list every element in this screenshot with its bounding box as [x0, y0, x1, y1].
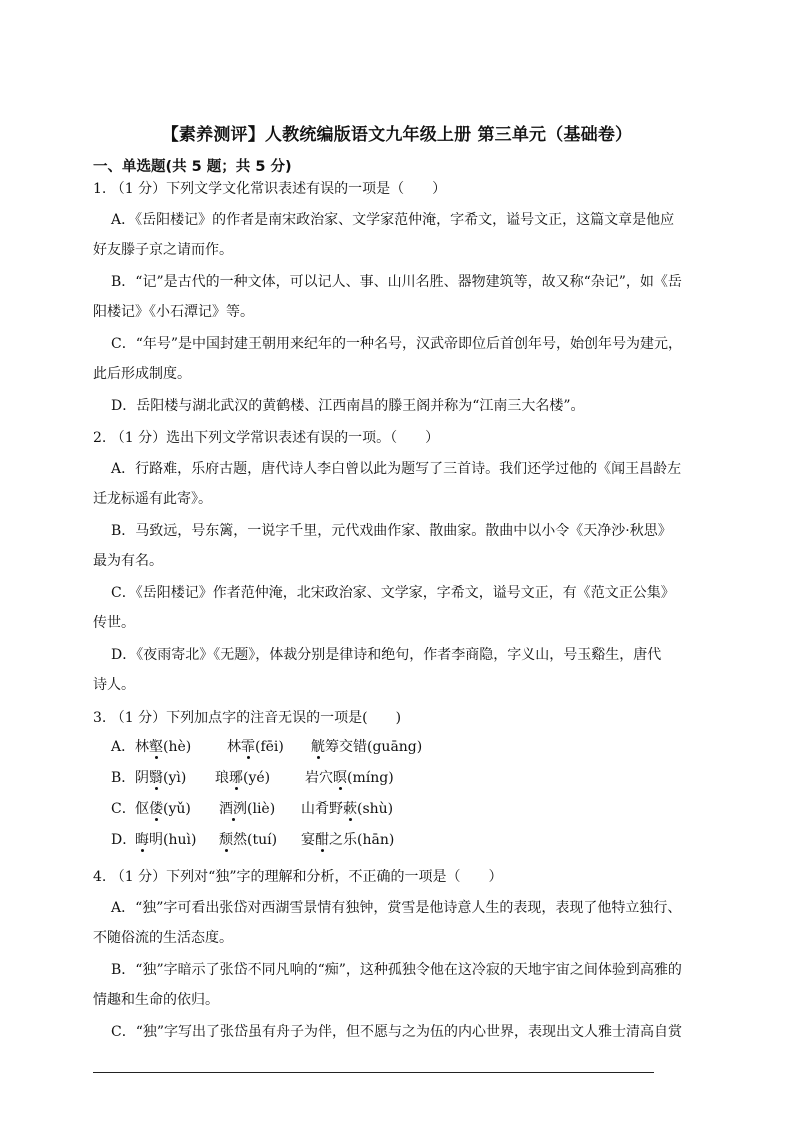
- word-2: 琅琊(yé): [215, 770, 271, 786]
- word-3: 宴酣之乐(hān): [301, 832, 395, 848]
- question-1-option-b-cont: 阳楼记》《小石潭记》等。: [93, 304, 254, 320]
- question-4-stem: 4. （1 分）下列对“独”字的理解和分析，不正确的一项是（ ）: [93, 869, 503, 885]
- footer-divider: [93, 1072, 654, 1073]
- word-3: 觥筹交错(guāng): [311, 739, 423, 755]
- question-2-option-c-cont: 传世。: [93, 615, 135, 631]
- question-3-option-d: [111, 830, 395, 850]
- question-2-option-d: D．《夜雨寄北》《无题》，体裁分别是律诗和绝句，作者李商隐，字义山，号玉谿生，唐代: [111, 647, 662, 663]
- question-1-option-a-cont: 好友滕子京之请而作。: [93, 242, 233, 258]
- option-label: A．: [111, 739, 136, 755]
- question-4-option-c: C．“独”字写出了张岱虽有舟子为伴，但不愿与之为伍的内心世界，表现出文人雅士清高自赏: [111, 1024, 683, 1040]
- question-2-stem: 2. （1 分）选出下列文学常识表述有误的一项。（ ）: [93, 430, 440, 446]
- question-1-option-d: D．岳阳楼与湖北武汉的黄鹤楼、江西南昌的滕王阁并称为“江南三大名楼”。: [111, 398, 585, 414]
- section-heading: 一、单选题(共 5 题；共 5 分): [93, 159, 292, 175]
- question-2-option-b-cont: 最为有名。: [93, 553, 163, 569]
- word-1: 阴翳(yì): [135, 770, 187, 786]
- question-1-option-c: C．“年号”是中国封建王朝用来纪年的一种名号，汉武帝即位后首创年号，始创年号为建元，: [111, 336, 683, 352]
- option-label: C．: [111, 801, 136, 817]
- option-label: B．: [111, 770, 136, 786]
- question-4-option-b: B．“独”字暗示了张岱不同凡响的“痴”，这种孤独令他在这冷寂的天地宇宙之间体验到高雅的: [111, 962, 682, 978]
- question-4-option-b-cont: 情趣和生命的依归。: [93, 992, 219, 1008]
- word-1: 晦明(huì): [135, 832, 197, 848]
- word-2: 颓然(tuí): [219, 832, 278, 848]
- question-3-option-b: [111, 768, 394, 788]
- question-4-option-a-cont: 不随俗流的生活态度。: [93, 930, 233, 946]
- word-1: 伛偻(yǔ): [135, 801, 191, 817]
- question-3-option-a: [111, 737, 423, 757]
- question-2-option-a-cont: 迁龙标遥有此寄》。: [93, 491, 212, 507]
- question-2-option-d-cont: 诗人。: [93, 677, 135, 693]
- word-2: 林霏(fēi): [227, 739, 284, 755]
- question-1-option-a: A．《岳阳楼记》的作者是南宋政治家、文学家范仲淹，字希文，谥号文正，这篇文章是他应: [111, 212, 675, 228]
- question-1-stem: 1. （1 分）下列文学文化常识表述有误的一项是（ ）: [93, 181, 447, 197]
- question-1-option-c-cont: 此后形成制度。: [93, 366, 191, 382]
- question-2-option-c: C．《岳阳楼记》作者范仲淹，北宋政治家、文学家，字希文，谥号文正，有《范文正公集》: [111, 585, 675, 601]
- word-1: 林壑(hè): [135, 739, 192, 755]
- word-3: 岩穴暝(míng): [305, 770, 394, 786]
- option-label: D．: [111, 832, 137, 848]
- page-title: 【素养测评】人教统编版语文九年级上册 第三单元（基础卷）: [161, 125, 633, 145]
- question-2-option-b: B．马致远，号东篱，一说字千里，元代戏曲作家、散曲家。散曲中以小令《天净沙·秋思》: [111, 523, 672, 539]
- question-4-option-a: A．“独”字可看出张岱对西湖雪景情有独钟，赏雪是他诗意人生的表现，表现了他特立独行、: [111, 900, 682, 916]
- question-3-stem: 3. （1 分）下列加点字的注音无误的一项是( ): [93, 710, 402, 726]
- question-1-option-b: B．“记”是古代的一种文体，可以记人、事、山川名胜、器物建筑等，故又称“杂记”，如《岳: [111, 274, 682, 290]
- word-3: 山肴野蔌(shù): [301, 801, 394, 817]
- question-3-option-c: [111, 799, 394, 819]
- question-2-option-a: A．行路难，乐府古题，唐代诗人李白曾以此为题写了三首诗。我们还学过他的《闻王昌龄左: [111, 461, 682, 477]
- word-2: 酒洌(liè): [219, 801, 276, 817]
